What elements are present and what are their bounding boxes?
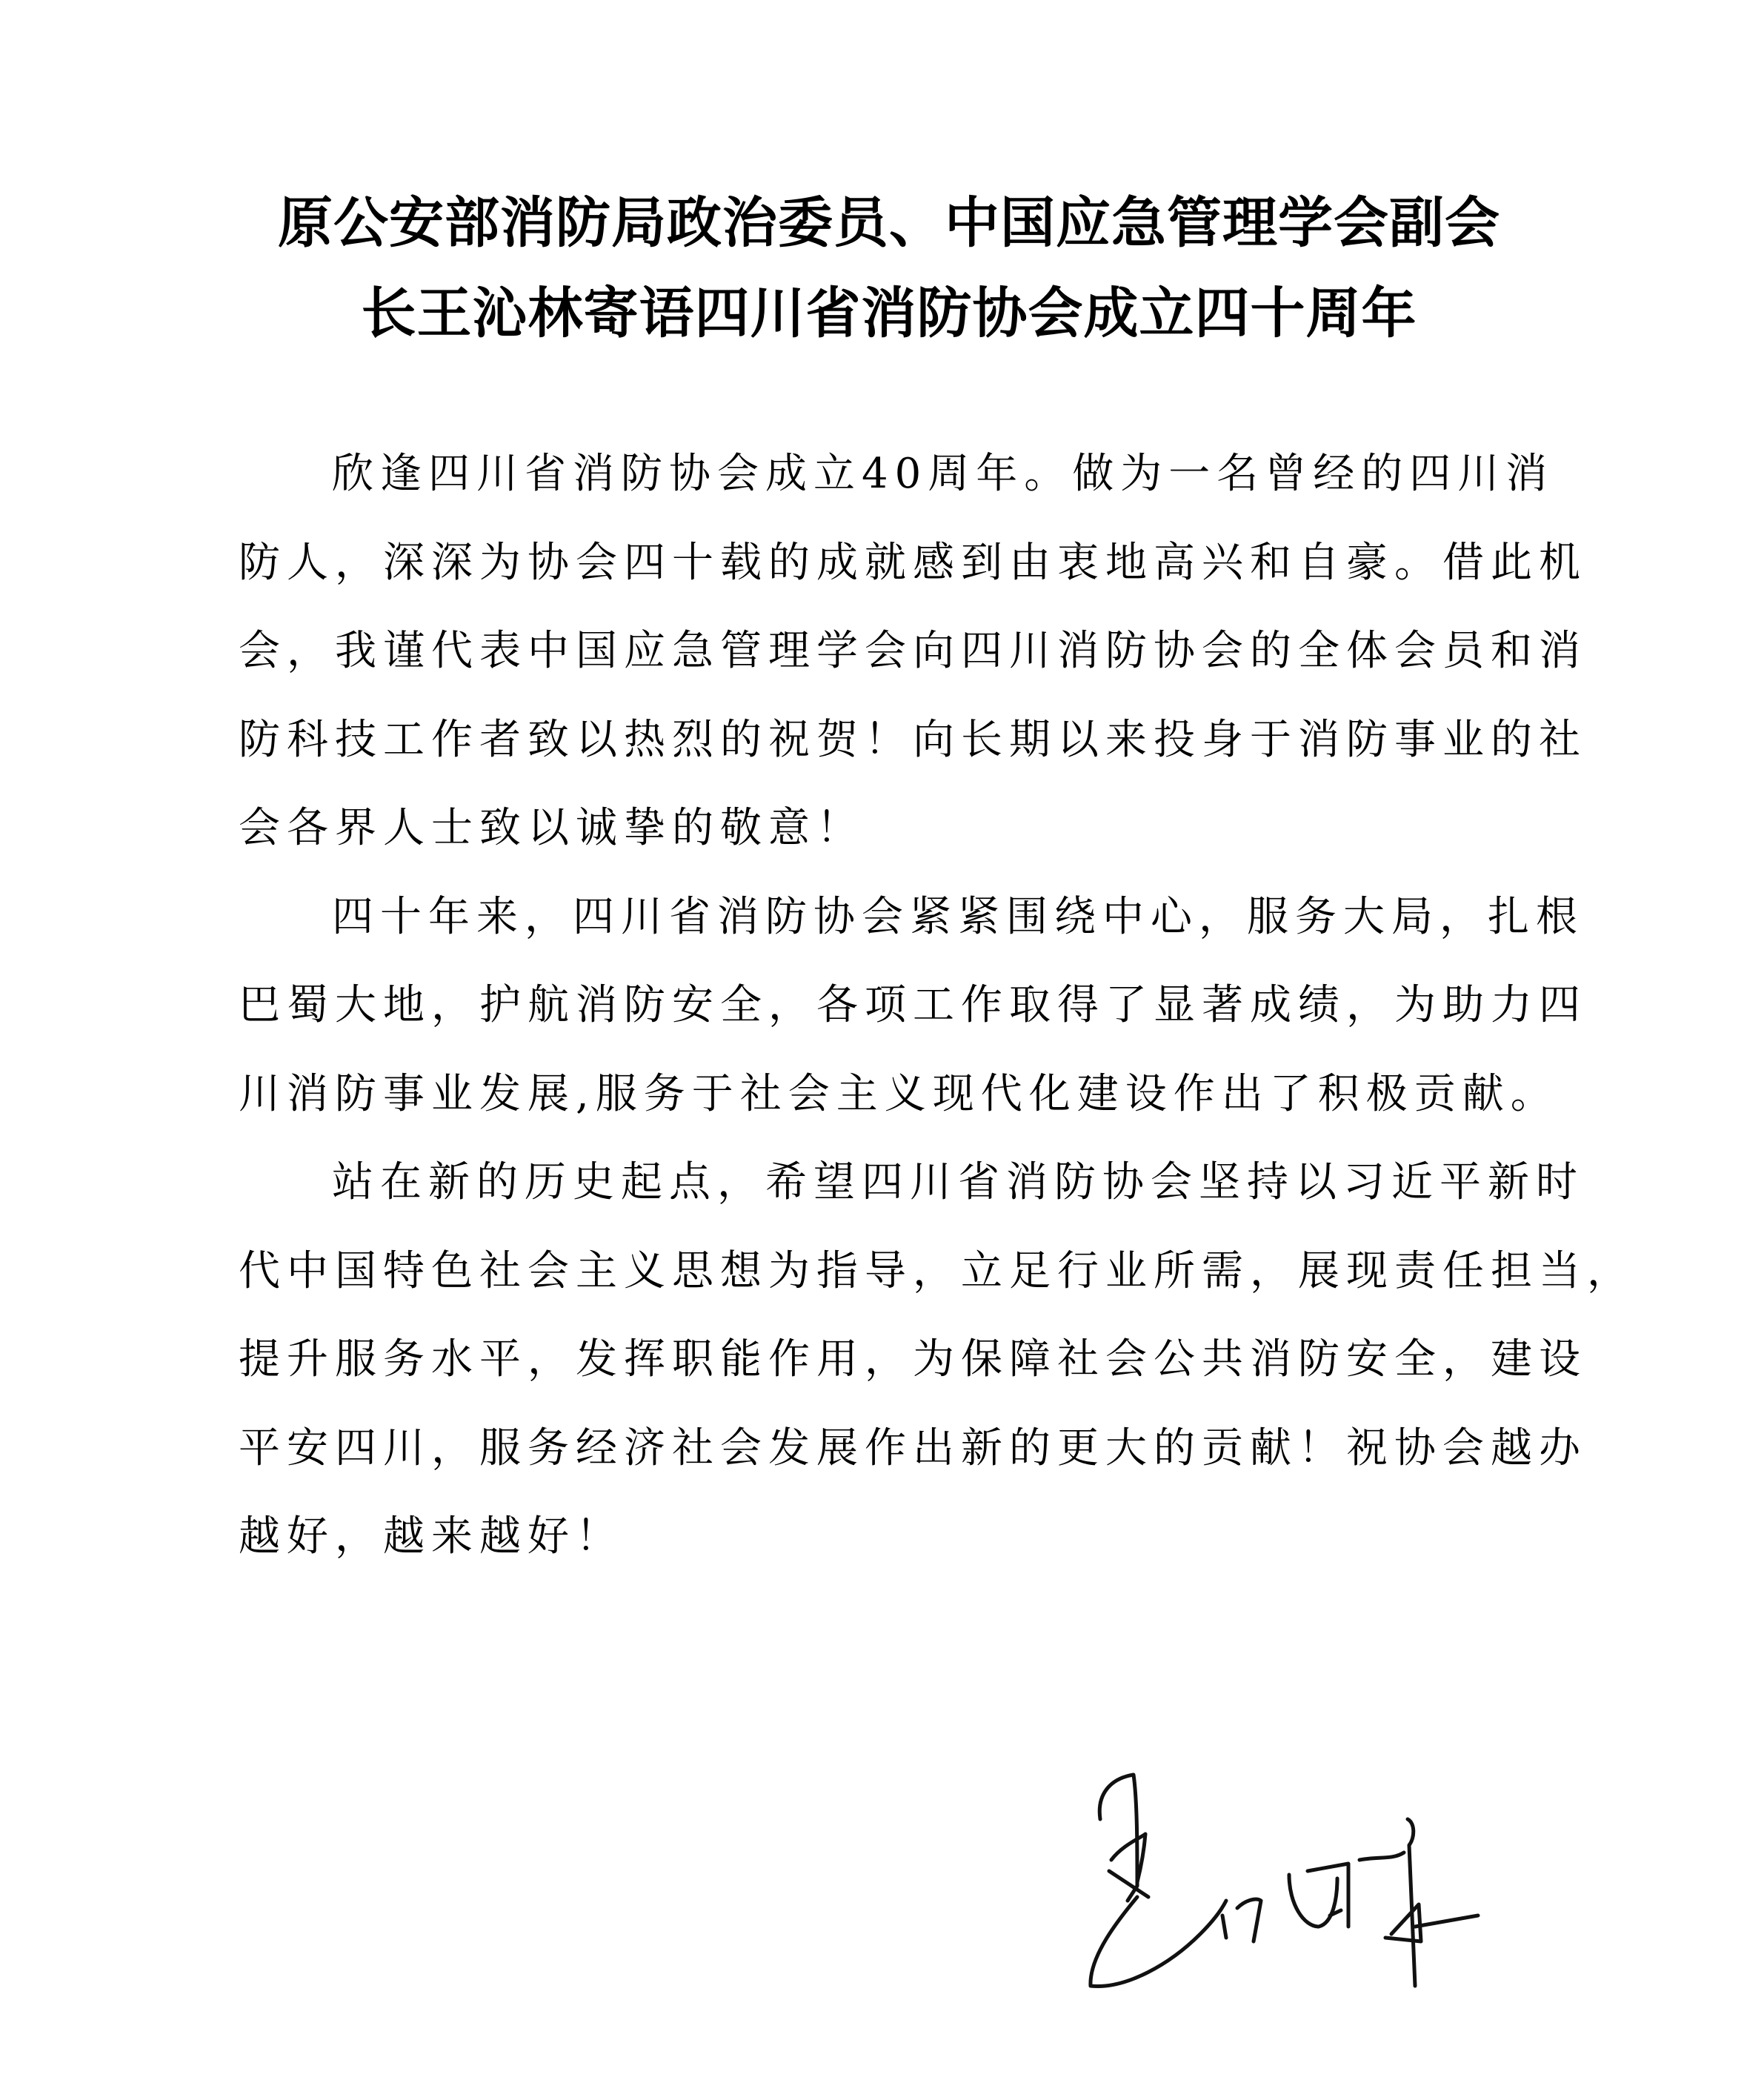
handwritten-signature bbox=[1067, 1741, 1526, 2016]
letter-body bbox=[239, 430, 1635, 1581]
document-title bbox=[222, 178, 1556, 359]
title-line-1: 原公安部消防局政治委员、中国应急管理学会副会 bbox=[278, 190, 1500, 255]
text-line: 防人，深深为协会四十载的成就感到由衷地高兴和自豪。借此机 bbox=[239, 538, 1587, 587]
text-line: 四十年来，四川省消防协会紧紧围绕中心，服务大局，扎根 bbox=[332, 892, 1584, 941]
text-line: 欣逢四川省消防协会成立40周年。做为一名曾经的四川消 bbox=[332, 450, 1554, 498]
paragraph-1 bbox=[239, 430, 1587, 873]
text-line: 代中国特色社会主义思想为指导，立足行业所需，展现责任担当， bbox=[239, 1246, 1635, 1295]
paragraph-3 bbox=[239, 1138, 1635, 1581]
text-line: 越好，越来越好！ bbox=[239, 1512, 624, 1561]
text-line: 川消防事业发展,服务于社会主义现代化建设作出了积极贡献。 bbox=[239, 1069, 1559, 1118]
text-line: 平安四川，服务经济社会发展作出新的更大的贡献！祝协会越办 bbox=[239, 1423, 1587, 1472]
text-line: 提升服务水平，发挥职能作用，为保障社会公共消防安全，建设 bbox=[239, 1335, 1587, 1383]
signature-icon bbox=[1067, 1741, 1526, 2016]
text-line: 站在新的历史起点，希望四川省消防协会坚持以习近平新时 bbox=[332, 1158, 1584, 1206]
title-line-2: 长王沁林寄语四川省消防协会成立四十周年 bbox=[361, 281, 1417, 345]
text-line: 巴蜀大地，护航消防安全，各项工作取得了显著成绩，为助力四 bbox=[239, 981, 1587, 1029]
paragraph-2 bbox=[239, 873, 1587, 1139]
text-line: 会，我谨代表中国应急管理学会向四川消防协会的全体会员和消 bbox=[239, 627, 1587, 675]
text-line: 会各界人士致以诚挚的敬意！ bbox=[239, 804, 865, 852]
text-line: 防科技工作者致以热烈的祝贺！向长期以来投身于消防事业的社 bbox=[239, 715, 1587, 764]
